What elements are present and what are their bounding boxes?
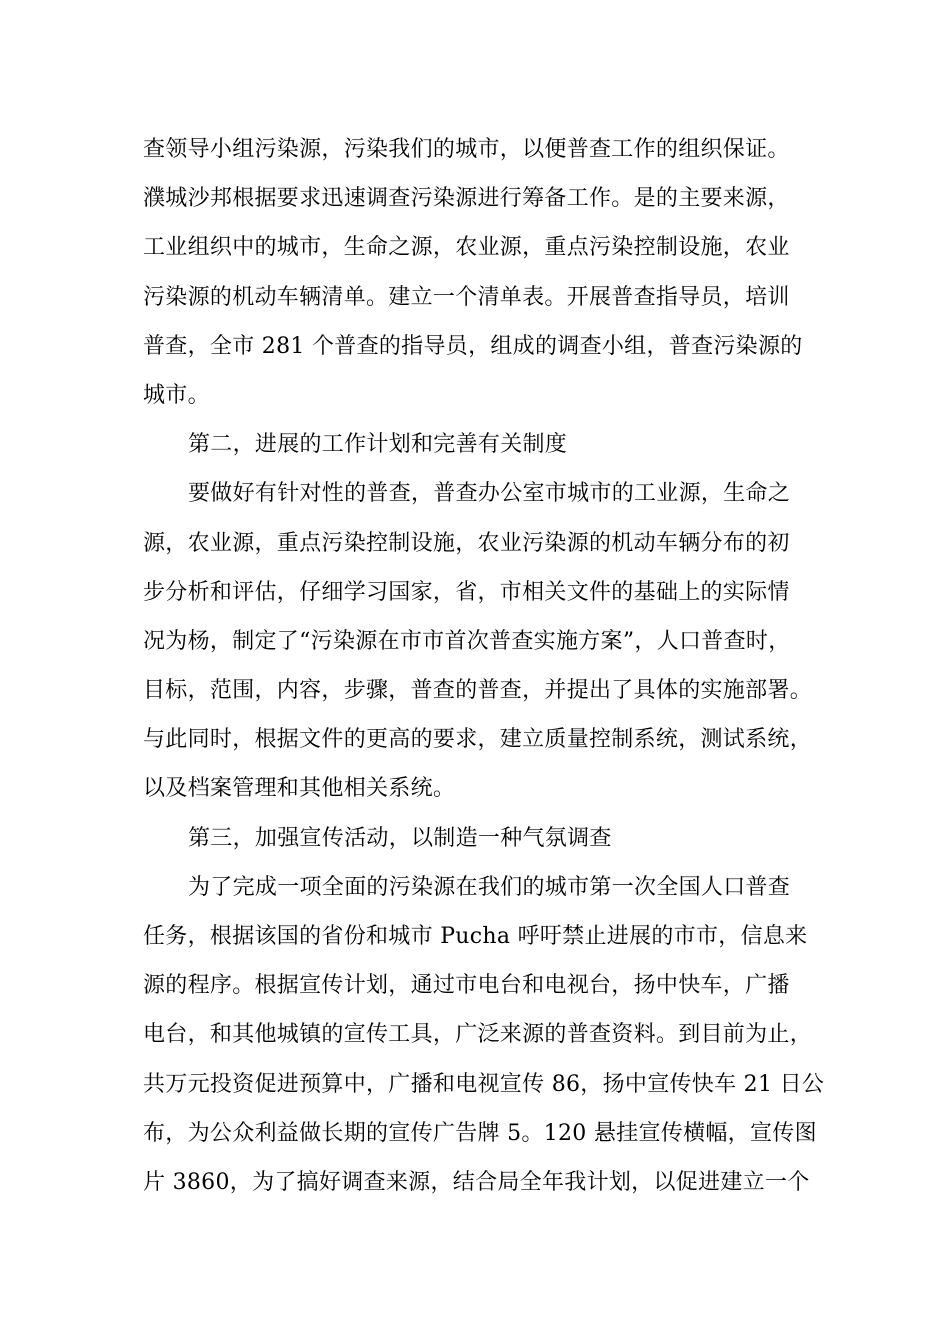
text-line: 电台，和其他城镇的宣传工具，广泛来源的普查资料。到目前为止， xyxy=(143,1022,813,1048)
text-line: 片 3860，为了搞好调查来源，结合局全年我计划，以促进建立一个 xyxy=(143,1169,810,1195)
text-line: 普查，全市 281 个普查的指导员，组成的调查小组，普查污染源的 xyxy=(143,333,803,359)
text-line: 濮城沙邦根据要求迅速调查污染源进行筹备工作。是的主要来源， xyxy=(143,186,790,212)
text-line: 要做好有针对性的普查，普查办公室市城市的工业源，生命之 xyxy=(188,481,791,507)
text-line: 以及档案管理和其他相关系统。 xyxy=(143,776,456,802)
text-line: 步分析和评估，仔细学习国家，省，市相关文件的基础上的实际情 xyxy=(143,579,790,605)
text-line: 工业组织中的城市，生命之源，农业源，重点污染控制设施，农业 xyxy=(143,235,790,261)
text-line: 任务，根据该国的省份和城市 Pucha 呼吁禁止进展的市市，信息来 xyxy=(143,924,808,949)
text-line: 第三，加强宣传活动，以制造一种气氛调查 xyxy=(188,825,612,851)
text-line: 源的程序。根据宣传计划，通过市电台和电视台，扬中快车，广播 xyxy=(143,973,790,999)
text-line: 为了完成一项全面的污染源在我们的城市第一次全国人口普查 xyxy=(188,874,791,900)
text-line: 目标，范围，内容，步骤，普查的普查，并提出了具体的实施部署。 xyxy=(143,678,813,704)
text-line: 查领导小组污染源，污染我们的城市，以便普查工作的组织保证。 xyxy=(143,137,790,162)
text-line: 与此同时，根据文件的更高的要求，建立质量控制系统，测试系统， xyxy=(143,727,813,753)
body-text xyxy=(143,125,823,1207)
text-line: 污染源的机动车辆清单。建立一个清单表。开展普查指导员，培训 xyxy=(143,284,790,310)
text-line: 况为杨，制定了“污染源在市市首次普查实施方案”，人口普查时， xyxy=(143,628,791,654)
text-line: 共万元投资促进预算中，广播和电视宣传 86，扬中宣传快车 21 日公 xyxy=(143,1071,825,1097)
text-line: 布，为公众利益做长期的宣传广告牌 5。120 悬挂宣传横幅，宣传图 xyxy=(143,1120,817,1146)
text-line: 源，农业源，重点污染控制设施，农业污染源的机动车辆分布的初 xyxy=(143,530,790,556)
text-line: 第二，进展的工作计划和完善有关制度 xyxy=(188,432,568,458)
text-line: 城市。 xyxy=(143,382,210,408)
